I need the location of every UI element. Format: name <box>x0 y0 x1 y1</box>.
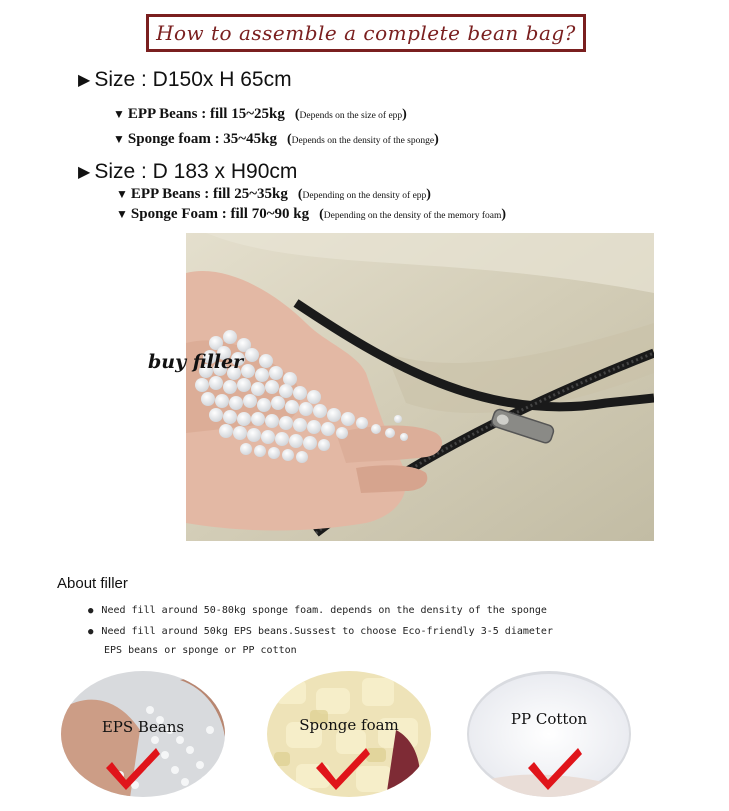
filler-photo-illustration <box>186 233 654 541</box>
filler-card-sponge-foam <box>266 670 432 798</box>
about-title: About filler <box>57 575 128 592</box>
filler-label: Sponge foam <box>299 716 399 734</box>
photo-caption: buy filler <box>148 351 244 373</box>
about-bullet <box>88 626 553 637</box>
size-heading-2 <box>78 160 297 184</box>
spec-note: Depends on the density of the sponge <box>291 136 435 146</box>
filler-card-eps-beans <box>60 670 226 798</box>
title-banner <box>146 14 586 52</box>
spec-row: ▼ Sponge Foam : fill 70~90 kg (Depending on the density of the memory foam) <box>116 206 507 222</box>
page-title: How to assemble a complete bean bag? <box>156 21 576 45</box>
spec-label: Sponge Foam : fill 70~90 kg <box>130 206 310 222</box>
spec-note: Depends on the size of epp <box>299 111 403 121</box>
about-bullet-text: Need fill around 50kg EPS beans.Sussest to choose Eco-friendly 3-5 diameter <box>101 626 553 637</box>
filler-label: EPS Beans <box>101 718 185 736</box>
triangle-down-icon: ▼ <box>116 207 128 221</box>
size-heading-1 <box>78 68 292 92</box>
spec-row: ▼ EPP Beans : fill 15~25kg (Depends on the size of epp) <box>113 106 407 122</box>
spec-note: Depending on the density of epp <box>302 191 427 201</box>
spec-row: ▼ Sponge foam : 35~45kg (Depends on the density of the sponge) <box>113 131 439 147</box>
about-bullet <box>88 605 547 616</box>
pp-cotton-image <box>466 670 632 798</box>
size-heading-text: Size : D 183 x H90cm <box>94 160 298 183</box>
bullet-dot-icon: ● <box>88 605 94 616</box>
triangle-right-icon: ▶ <box>78 164 91 181</box>
spec-row: ▼ EPP Beans : fill 25~35kg (Depending on the density of epp) <box>116 186 431 202</box>
triangle-down-icon: ▼ <box>116 187 128 201</box>
about-bullet-text: Need fill around 50-80kg sponge foam. depends on the density of the sponge <box>101 605 547 616</box>
spec-label: Sponge foam : 35~45kg <box>127 131 277 147</box>
triangle-right-icon: ▶ <box>78 72 91 89</box>
filler-photo <box>186 233 654 541</box>
size-heading-text: Size : D150x H 65cm <box>94 68 292 91</box>
spec-note: Depending on the density of the memory foam <box>323 211 502 221</box>
filler-card-pp-cotton <box>466 670 632 798</box>
about-bullet-continuation: EPS beans or sponge or PP cotton <box>104 645 297 656</box>
filler-label: PP Cotton <box>510 710 588 728</box>
sponge-foam-image <box>266 670 432 798</box>
spec-label: EPP Beans : fill 15~25kg <box>127 106 285 122</box>
bullet-dot-icon: ● <box>88 626 94 637</box>
triangle-down-icon: ▼ <box>113 107 125 121</box>
triangle-down-icon: ▼ <box>113 132 125 146</box>
spec-label: EPP Beans : fill 25~35kg <box>130 186 288 202</box>
